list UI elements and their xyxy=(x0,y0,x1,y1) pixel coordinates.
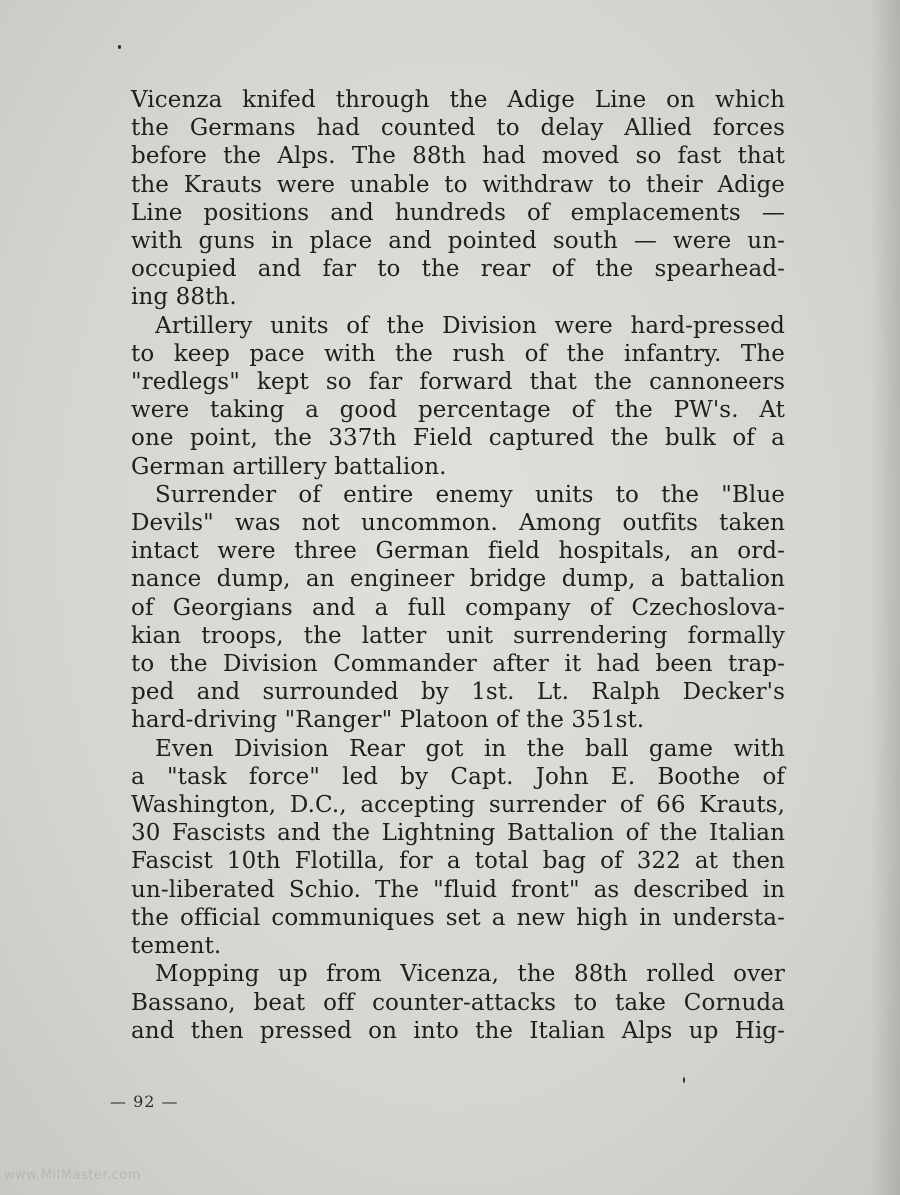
text-line: Surrender of entire enemy units to the "Blue xyxy=(155,481,785,508)
text-line: Even Division Rear got in the ball game with xyxy=(155,735,785,762)
page-edge-shadow xyxy=(870,0,900,1195)
text-line: with guns in place and pointed south — were un- xyxy=(131,228,785,255)
text-line: un-liberated Schio. The "fluid front" as described in xyxy=(131,876,785,903)
text-line: to keep pace with the rush of the infantry. The xyxy=(131,340,785,367)
text-line: Artillery units of the Division were hard-pressed xyxy=(155,312,785,339)
paragraph-3 xyxy=(131,481,785,735)
text-line: 30 Fascists and the Lightning Battalion of the Italian xyxy=(131,820,785,847)
text-line: German artillery battalion. xyxy=(131,453,447,480)
paragraph-2 xyxy=(131,312,785,481)
text-line: Mopping up from Vicenza, the 88th rolled over xyxy=(155,961,785,988)
text-line: were taking a good percentage of the PW's. At xyxy=(131,397,785,424)
paragraph-5 xyxy=(131,960,785,1045)
text-line: the Germans had counted to delay Allied forces xyxy=(131,115,785,142)
text-line: Fascist 10th Flotilla, for a total bag of 322 at then xyxy=(131,848,785,875)
text-line: tement. xyxy=(131,933,222,960)
paragraph-4 xyxy=(131,735,785,961)
text-line: one point, the 337th Field captured the bulk of a xyxy=(131,425,785,452)
text-line: ped and surrounded by 1st. Lt. Ralph Decker's xyxy=(131,679,785,706)
text-line: before the Alps. The 88th had moved so fast that xyxy=(131,143,785,170)
text-line: to the Division Commander after it had been trap- xyxy=(131,651,785,678)
text-line: the official communiques set a new high in understa- xyxy=(131,904,785,931)
paragraph-1 xyxy=(131,86,785,312)
text-line: "redlegs" kept so far forward that the cannoneers xyxy=(131,369,785,396)
text-line: Devils" was not uncommon. Among outfits taken xyxy=(131,510,785,537)
text-line: ing 88th. xyxy=(131,284,237,311)
text-line: Washington, D.C., accepting surrender of 66 Krauts, xyxy=(131,792,785,819)
text-line: and then pressed on into the Italian Alps up Hig- xyxy=(131,1017,785,1044)
text-line: Vicenza knifed through the Adige Line on which xyxy=(131,87,785,113)
text-line: kian troops, the latter unit surrendering formally xyxy=(131,622,785,649)
text-line: hard-driving "Ranger" Platoon of the 351st. xyxy=(131,707,645,734)
page-number: — 92 — xyxy=(110,1092,179,1111)
text-line: occupied and far to the rear of the spearhead- xyxy=(131,256,785,283)
text-line: a "task force" led by Capt. John E. Boothe of xyxy=(131,763,785,790)
text-line: nance dump, an engineer bridge dump, a battalion xyxy=(131,566,785,593)
text-line: the Krauts were unable to withdraw to their Adige xyxy=(131,171,785,198)
text-line: of Georgians and a full company of Czechoslova- xyxy=(131,594,785,621)
print-speck xyxy=(683,1077,685,1083)
watermark: www.MilMaster.com xyxy=(4,1168,141,1183)
text-line: Line positions and hundreds of emplacements — xyxy=(131,199,785,226)
print-speck xyxy=(118,45,121,49)
text-line: Bassano, beat off counter-attacks to take Cornuda xyxy=(131,989,785,1016)
text-line: intact were three German field hospitals, an ord- xyxy=(131,538,785,565)
body-text xyxy=(131,86,785,1045)
